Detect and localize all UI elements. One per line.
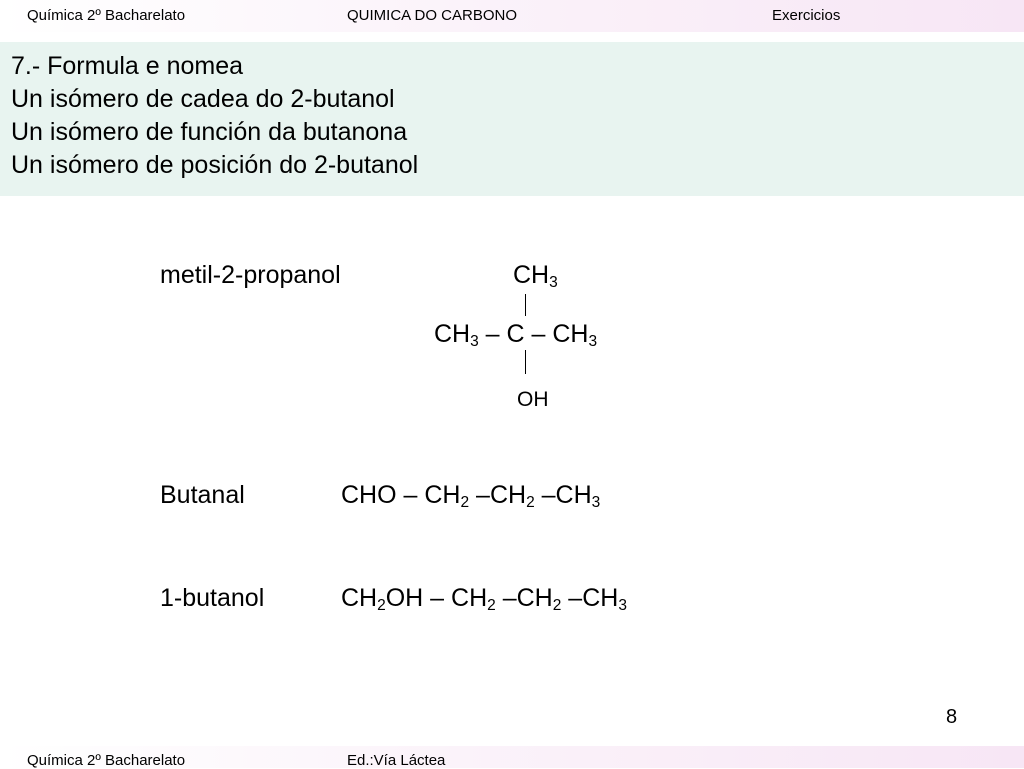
bond-vertical-bottom — [525, 350, 526, 374]
task-item-function-isomer: Un isómero de función da butanona — [11, 118, 408, 146]
formula-butanal: CHO – $CH_2$ $-CH_2$ $-CH_3$ — [341, 481, 601, 511]
slide-footer — [0, 746, 1024, 768]
slide-header — [0, 0, 1024, 32]
task-item-position-isomer: Un isómero de posición do 2-butanol — [11, 151, 419, 179]
compound-name-1-butanol: 1-butanol — [160, 584, 265, 612]
header-section: Exercicios — [772, 7, 841, 24]
header-course: Química 2º Bacharelato — [27, 7, 186, 24]
task-box — [0, 42, 1024, 196]
bond-vertical-top — [525, 294, 526, 316]
structure-main-chain: $CH_3$ – C – $CH_3$ — [434, 320, 598, 350]
task-title: 7.- Formula e nomea — [11, 52, 244, 80]
footer-publisher: Ed.:Vía Láctea — [347, 752, 446, 769]
structure-bottom-group: OH — [517, 388, 549, 411]
footer-course: Química 2º Bacharelato — [27, 752, 186, 769]
formula-1-butanol: $CH_2OH - CH_2$ $-CH_2$ $-CH_3$ — [341, 584, 627, 614]
compound-name-butanal: Butanal — [160, 481, 245, 509]
compound-name-metil-2-propanol: metil-2-propanol — [160, 261, 341, 289]
header-topic: QUIMICA DO CARBONO — [347, 7, 518, 24]
page-number: 8 — [946, 706, 958, 728]
task-item-chain-isomer: Un isómero de cadea do 2-butanol — [11, 85, 395, 113]
structure-top-group: $CH_3$ — [513, 261, 558, 291]
